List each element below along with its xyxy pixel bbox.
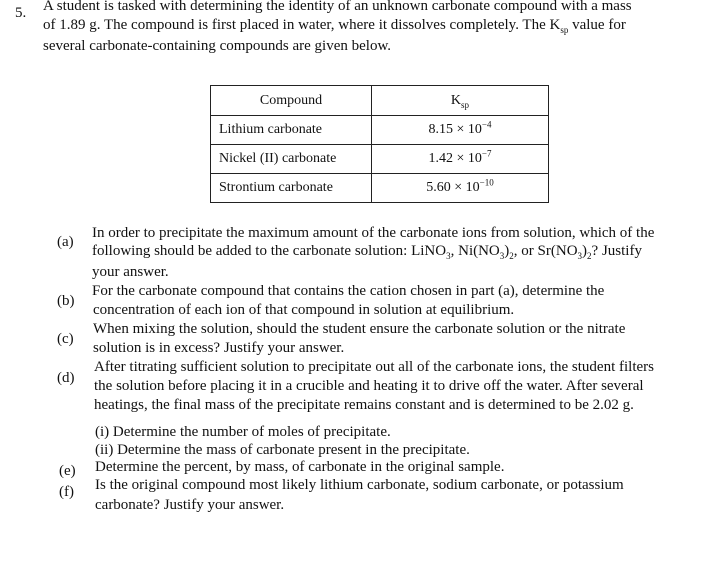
part-f-line-1: Is the original compound most likely lithium carbonate, sodium carbonate, or potassium (95, 477, 624, 493)
part-d-line-3: heatings, the final mass of the precipitate remains constant and is determined to be 2.02 g. (94, 397, 634, 413)
part-e-label: (e) (59, 463, 76, 479)
ksp-cell: $5.60 \times 10^{-10}$ (372, 174, 549, 203)
intro-line-1: A student is tasked with determining the identity of an unknown carbonate compound with a mass (43, 0, 632, 14)
compound-cell: Strontium carbonate (211, 174, 372, 203)
intro-line-3: several carbonate-containing compounds are given below. (43, 38, 392, 54)
part-d-i: (i) Determine the number of moles of precipitate. (95, 424, 391, 440)
question-number: 5. (15, 5, 27, 21)
part-f-label: (f) (59, 484, 74, 500)
part-a-label: (a) (57, 234, 74, 250)
part-e-line-1: Determine the percent, by mass, of carbonate in the original sample. (95, 459, 505, 475)
ksp-table (210, 85, 549, 203)
part-c-line-2: solution is in excess? Justify your answer. (93, 340, 345, 356)
part-a-line-2: following should be added to the carbonate solution: LiNO$_3$, $Ni(NO_3)_2$, or $Sr(NO_3)_2$? Justify (92, 243, 642, 261)
part-d-ii: (ii) Determine the mass of carbonate present in the precipitate. (95, 442, 470, 458)
table-row (211, 116, 549, 145)
ksp-cell: $8.15 \times 10^{-4}$ (372, 116, 549, 145)
part-b-line-1: For the carbonate compound that contains the cation chosen in part (a), determine the (92, 283, 605, 299)
ksp-cell: $1.42 \times 10^{-7}$ (372, 145, 549, 174)
table-row (211, 145, 549, 174)
part-a-line-3: your answer. (92, 264, 169, 280)
compound-cell: Lithium carbonate (211, 116, 372, 145)
part-b-line-2: concentration of each ion of that compound in solution at equilibrium. (93, 302, 515, 318)
part-d-line-1: After titrating sufficient solution to precipitate out all of the carbonate ions, the student filters (94, 359, 654, 375)
part-b-label: (b) (57, 293, 75, 309)
part-d-label: (d) (57, 370, 75, 386)
header-compound: Compound (211, 86, 372, 116)
part-c-label: (c) (57, 331, 74, 347)
part-c-line-1: When mixing the solution, should the student ensure the carbonate solution or the nitrate (93, 321, 626, 337)
compound-cell: Nickel (II) carbonate (211, 145, 372, 174)
part-a-line-1: In order to precipitate the maximum amount of the carbonate ions from solution, which of the (92, 225, 655, 241)
part-d-line-2: the solution before placing it in a crucible and heating it to drive off the water. After several (94, 378, 644, 394)
table-row (211, 174, 549, 203)
part-f-line-2: carbonate? Justify your answer. (95, 497, 285, 513)
header-ksp: $K_{sp}$ (372, 86, 549, 116)
table-header-row (211, 86, 549, 116)
intro-line-2: of 1.89 g. The compound is first placed in water, where it dissolves completely. The $K_{sp}$ value for (43, 17, 626, 35)
